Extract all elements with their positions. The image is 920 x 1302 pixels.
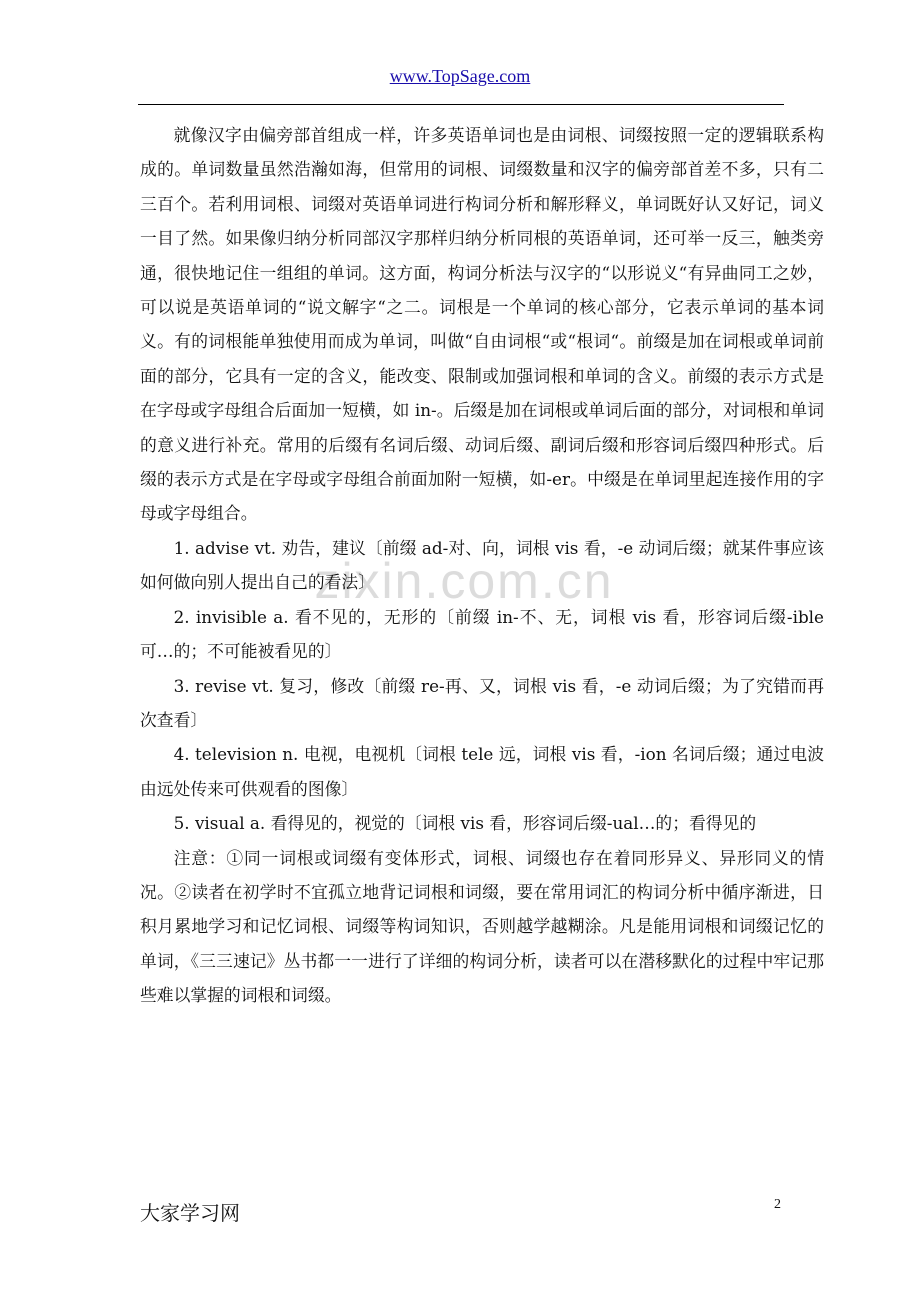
watermark: zixin.com.cn	[314, 553, 614, 609]
example-advise: 1. advise vt. 劝告，建议〔前缀 ad-对、向，词根 vis 看，-e 动词后缀；就某件事应该如何做向别人提出自己的看法〕	[140, 537, 824, 593]
document-body	[140, 118, 824, 1013]
example-visual: 5. visual a. 看得见的，视觉的〔词根 vis 看，形容词后缀-ual…的；看得见的	[173, 813, 757, 834]
footer-site-name: 大家学习网	[140, 1201, 240, 1225]
example-revise: 3. revise vt. 复习，修改〔前缀 re-再、又，词根 vis 看，-e 动词后缀；为了究错而再次查看〕	[140, 675, 824, 730]
note-paragraph: 注意：①同一词根或词缀有变体形式，词根、词缀也存在着同形异义、异形同义的情况。②读者在初学时不宜孤立地背记词根和词缀，要在常用词汇的构词分析中循序渐进，日积月累地学习和记忆词根、词缀等构词知识，否则越学越糊涂。凡是能用词根和词缀记忆的单词，《三三速记》丛书都一一进行了详细的构词分析，读者可以在潜移默化的过程中牢记那些难以掌握的词根和词缀。	[140, 847, 824, 1006]
header-site-link[interactable]: www.TopSage.com	[389, 66, 531, 86]
header-divider	[138, 104, 784, 105]
intro-paragraph: 就像汉字由偏旁部首组成一样，许多英语单词也是由词根、词缀按照一定的逻辑联系构成的。单词数量虽然浩瀚如海，但常用的词根、词缀数量和汉字的偏旁部首差不多，只有二三百个。若利用词根、词缀对英语单词进行构词分析和解形释义，单词既好认又好记，词义一目了然。如果像归纳分析同部汉字那样归纳分析同根的英语单词，还可举一反三，触类旁通，很快地记住一组组的单词。这方面，构词分析法与汉字的“以形说义“有异曲同工之妙，可以说是英语单词的“说文解字“之二。词根是一个单词的核心部分，它表示单词的基本词义。有的词根能单独使用而成为单词，叫做“自由词根“或“根词“。前缀是加在词根或单词前面的部分，它具有一定的含义，能改变、限制或加强词根和单词的含义。前缀的表示方式是在字母或字母组合后面加一短横，如 in-。后缀是加在词根或单词后面的部分，对词根和单词的意义进行补充。常用的后缀有名词后缀、动词后缀、副词后缀和形容词后缀四种形式。后缀的表示方式是在字母或字母组合前面加附一短横，如-er。中缀是在单词里起连接作用的字母或字母组合。	[140, 125, 824, 524]
example-television: 4. television n. 电视，电视机〔词根 tele 远，词根 vis 看，-ion 名词后缀；通过电波由远处传来可供观看的图像〕	[140, 744, 824, 799]
page-number: 2	[774, 1197, 781, 1212]
example-invisible: 2. invisible a. 看不见的，无形的〔前缀 in-不、无，词根 vis 看，形容词后缀-ible 可…的；不可能被看见的〕	[140, 606, 824, 662]
